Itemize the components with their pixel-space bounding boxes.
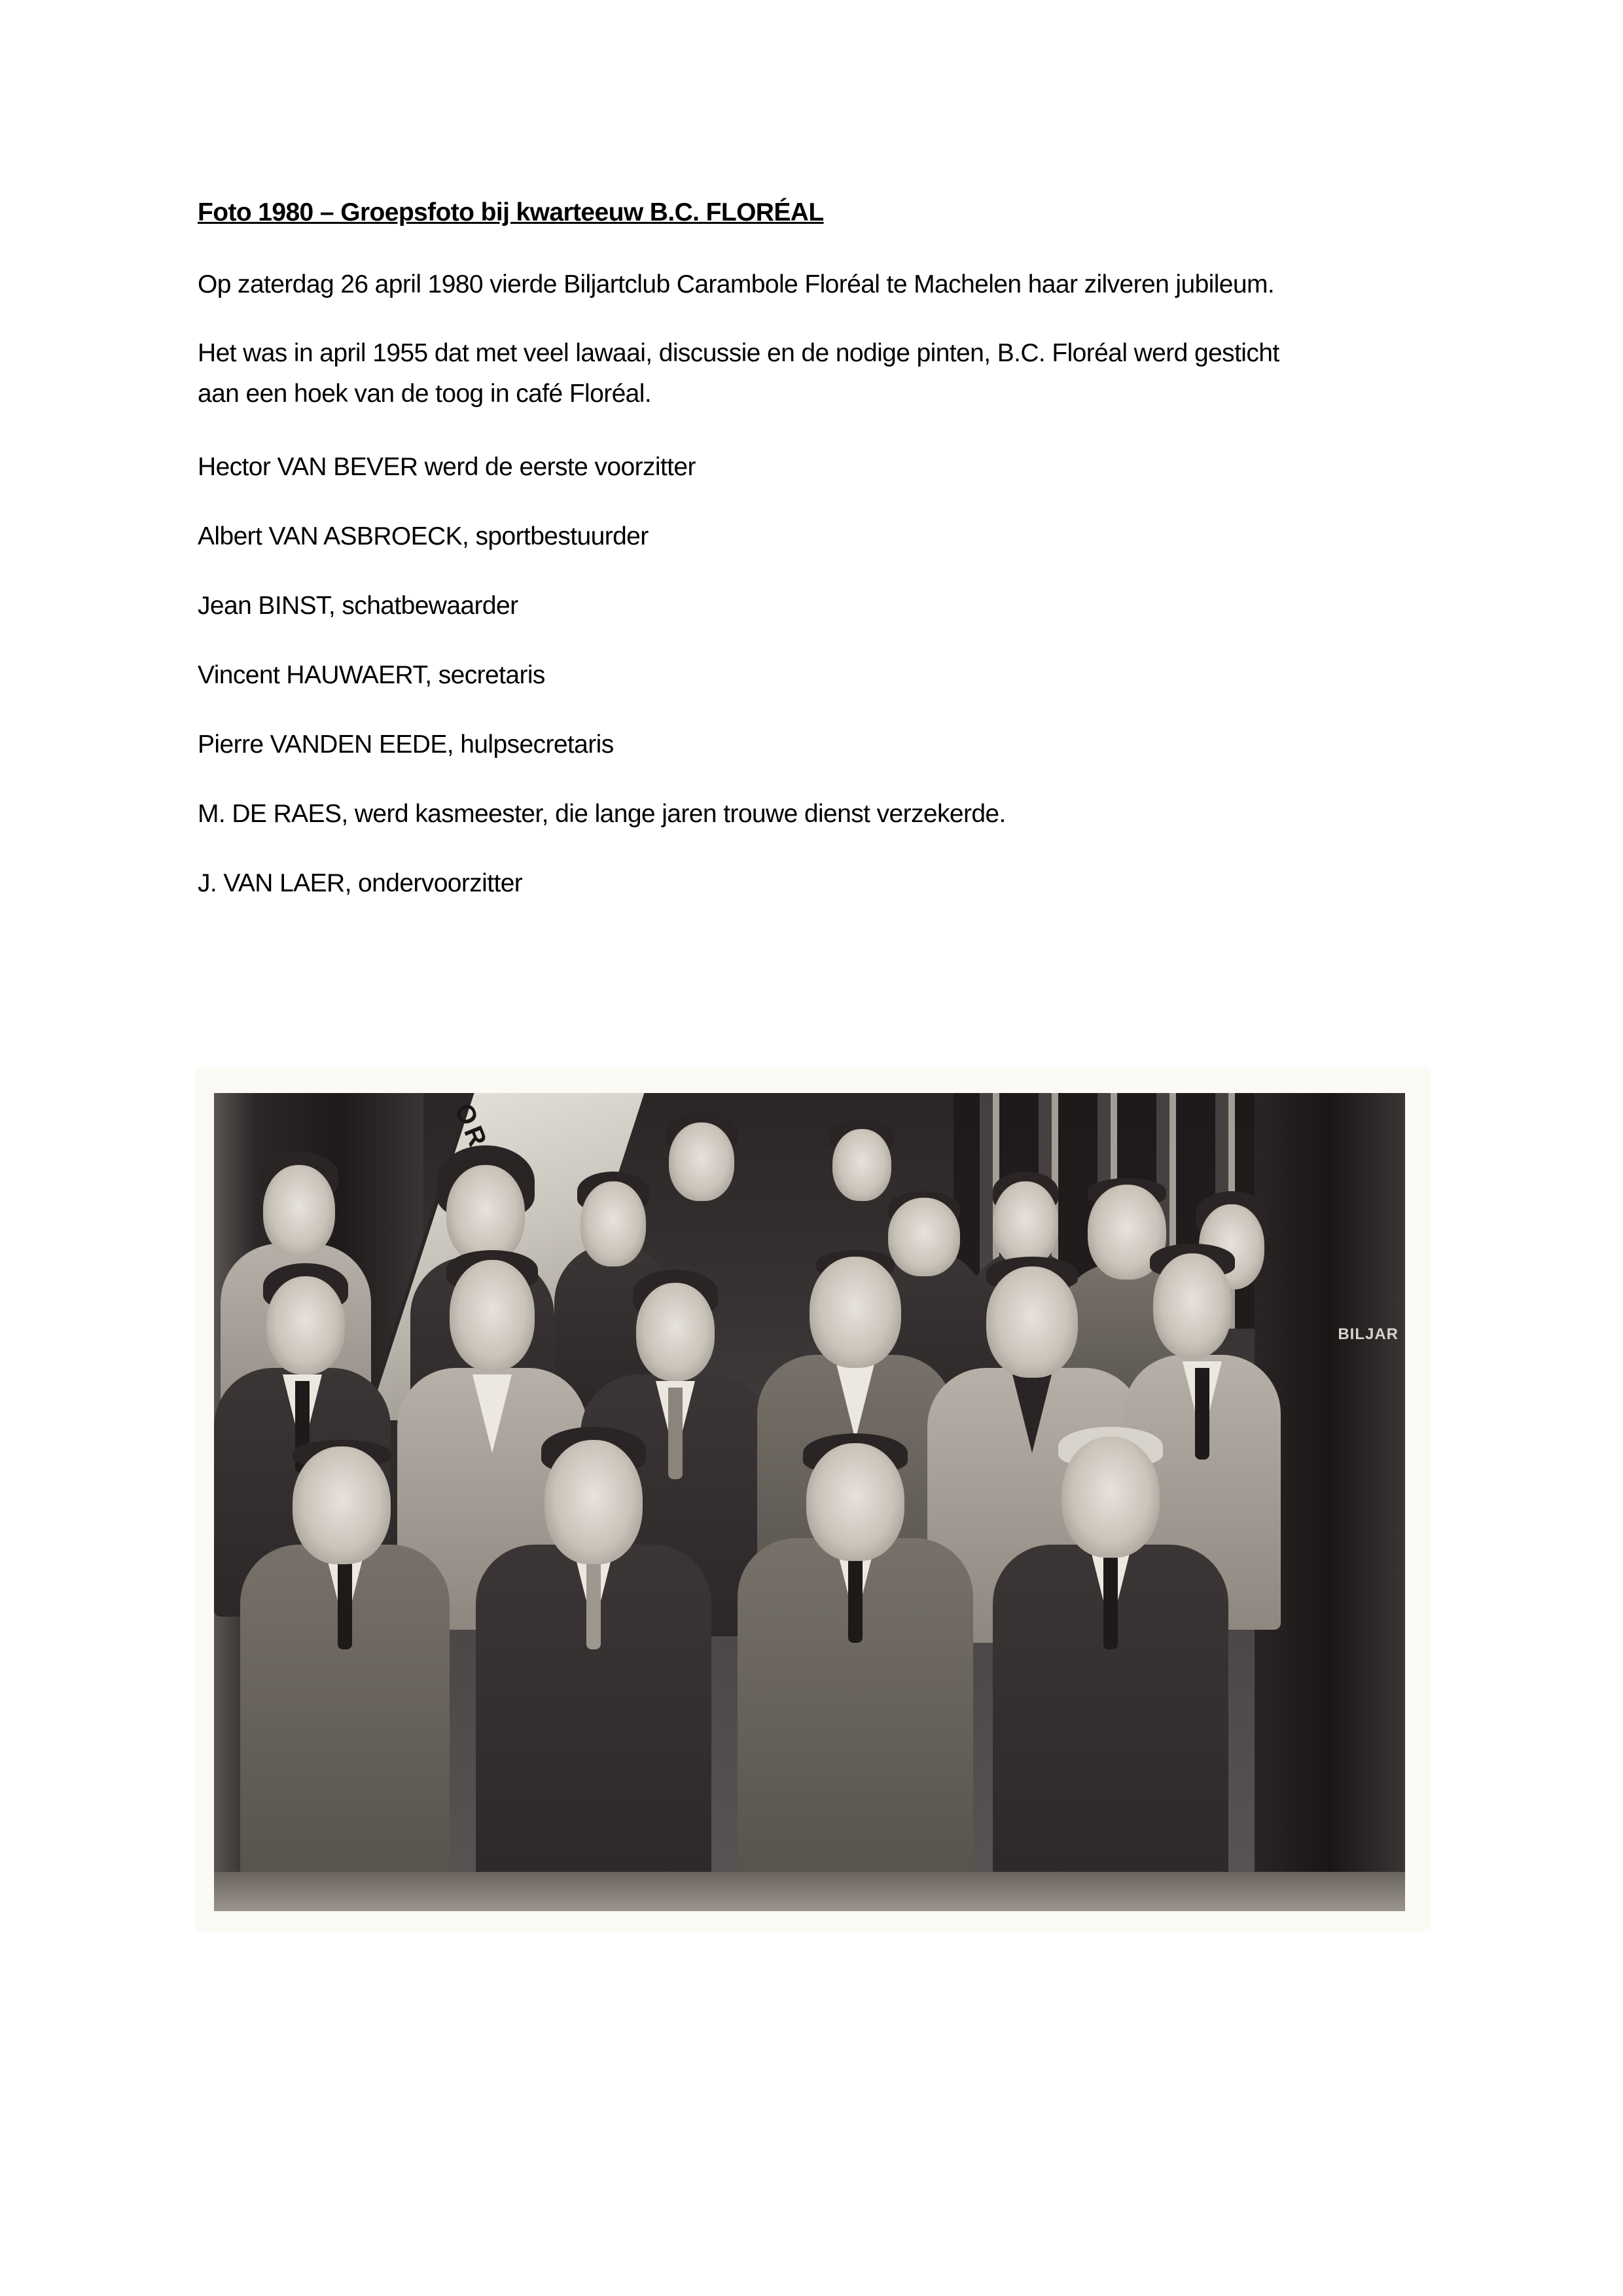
board-member-cashier: M. DE RAES, werd kasmeester, die lange jaren trouwe dienst verzekerde.	[198, 800, 1006, 828]
history-paragraph-line-2: aan een hoek van de toog in café Floréal.	[198, 380, 652, 408]
board-member-chairman: Hector VAN BEVER werd de eerste voorzitter	[198, 453, 696, 481]
photo-floor	[214, 1872, 1405, 1911]
board-member-secretary: Vincent HAUWAERT, secretaris	[198, 661, 545, 689]
group-photo	[214, 1093, 1405, 1911]
board-member-sports-director: Albert VAN ASBROECK, sportbestuurder	[198, 522, 649, 550]
board-member-assistant-secretary: Pierre VANDEN EEDE, hulpsecretaris	[198, 730, 614, 759]
board-member-vice-chairman: J. VAN LAER, ondervoorzitter	[198, 869, 523, 897]
billiard-sign-text: BILJAR	[1338, 1325, 1399, 1343]
board-member-treasurer: Jean BINST, schatbewaarder	[198, 592, 518, 620]
document-title: Foto 1980 – Groepsfoto bij kwarteeuw B.C. FLORÉAL	[198, 198, 824, 226]
intro-paragraph: Op zaterdag 26 april 1980 vierde Biljartclub Carambole Floréal te Machelen haar zilveren jubileum.	[198, 270, 1275, 298]
history-paragraph-line-1: Het was in april 1955 dat met veel lawaai, discussie en de nodige pinten, B.C. Floréal werd gesticht	[198, 339, 1279, 367]
